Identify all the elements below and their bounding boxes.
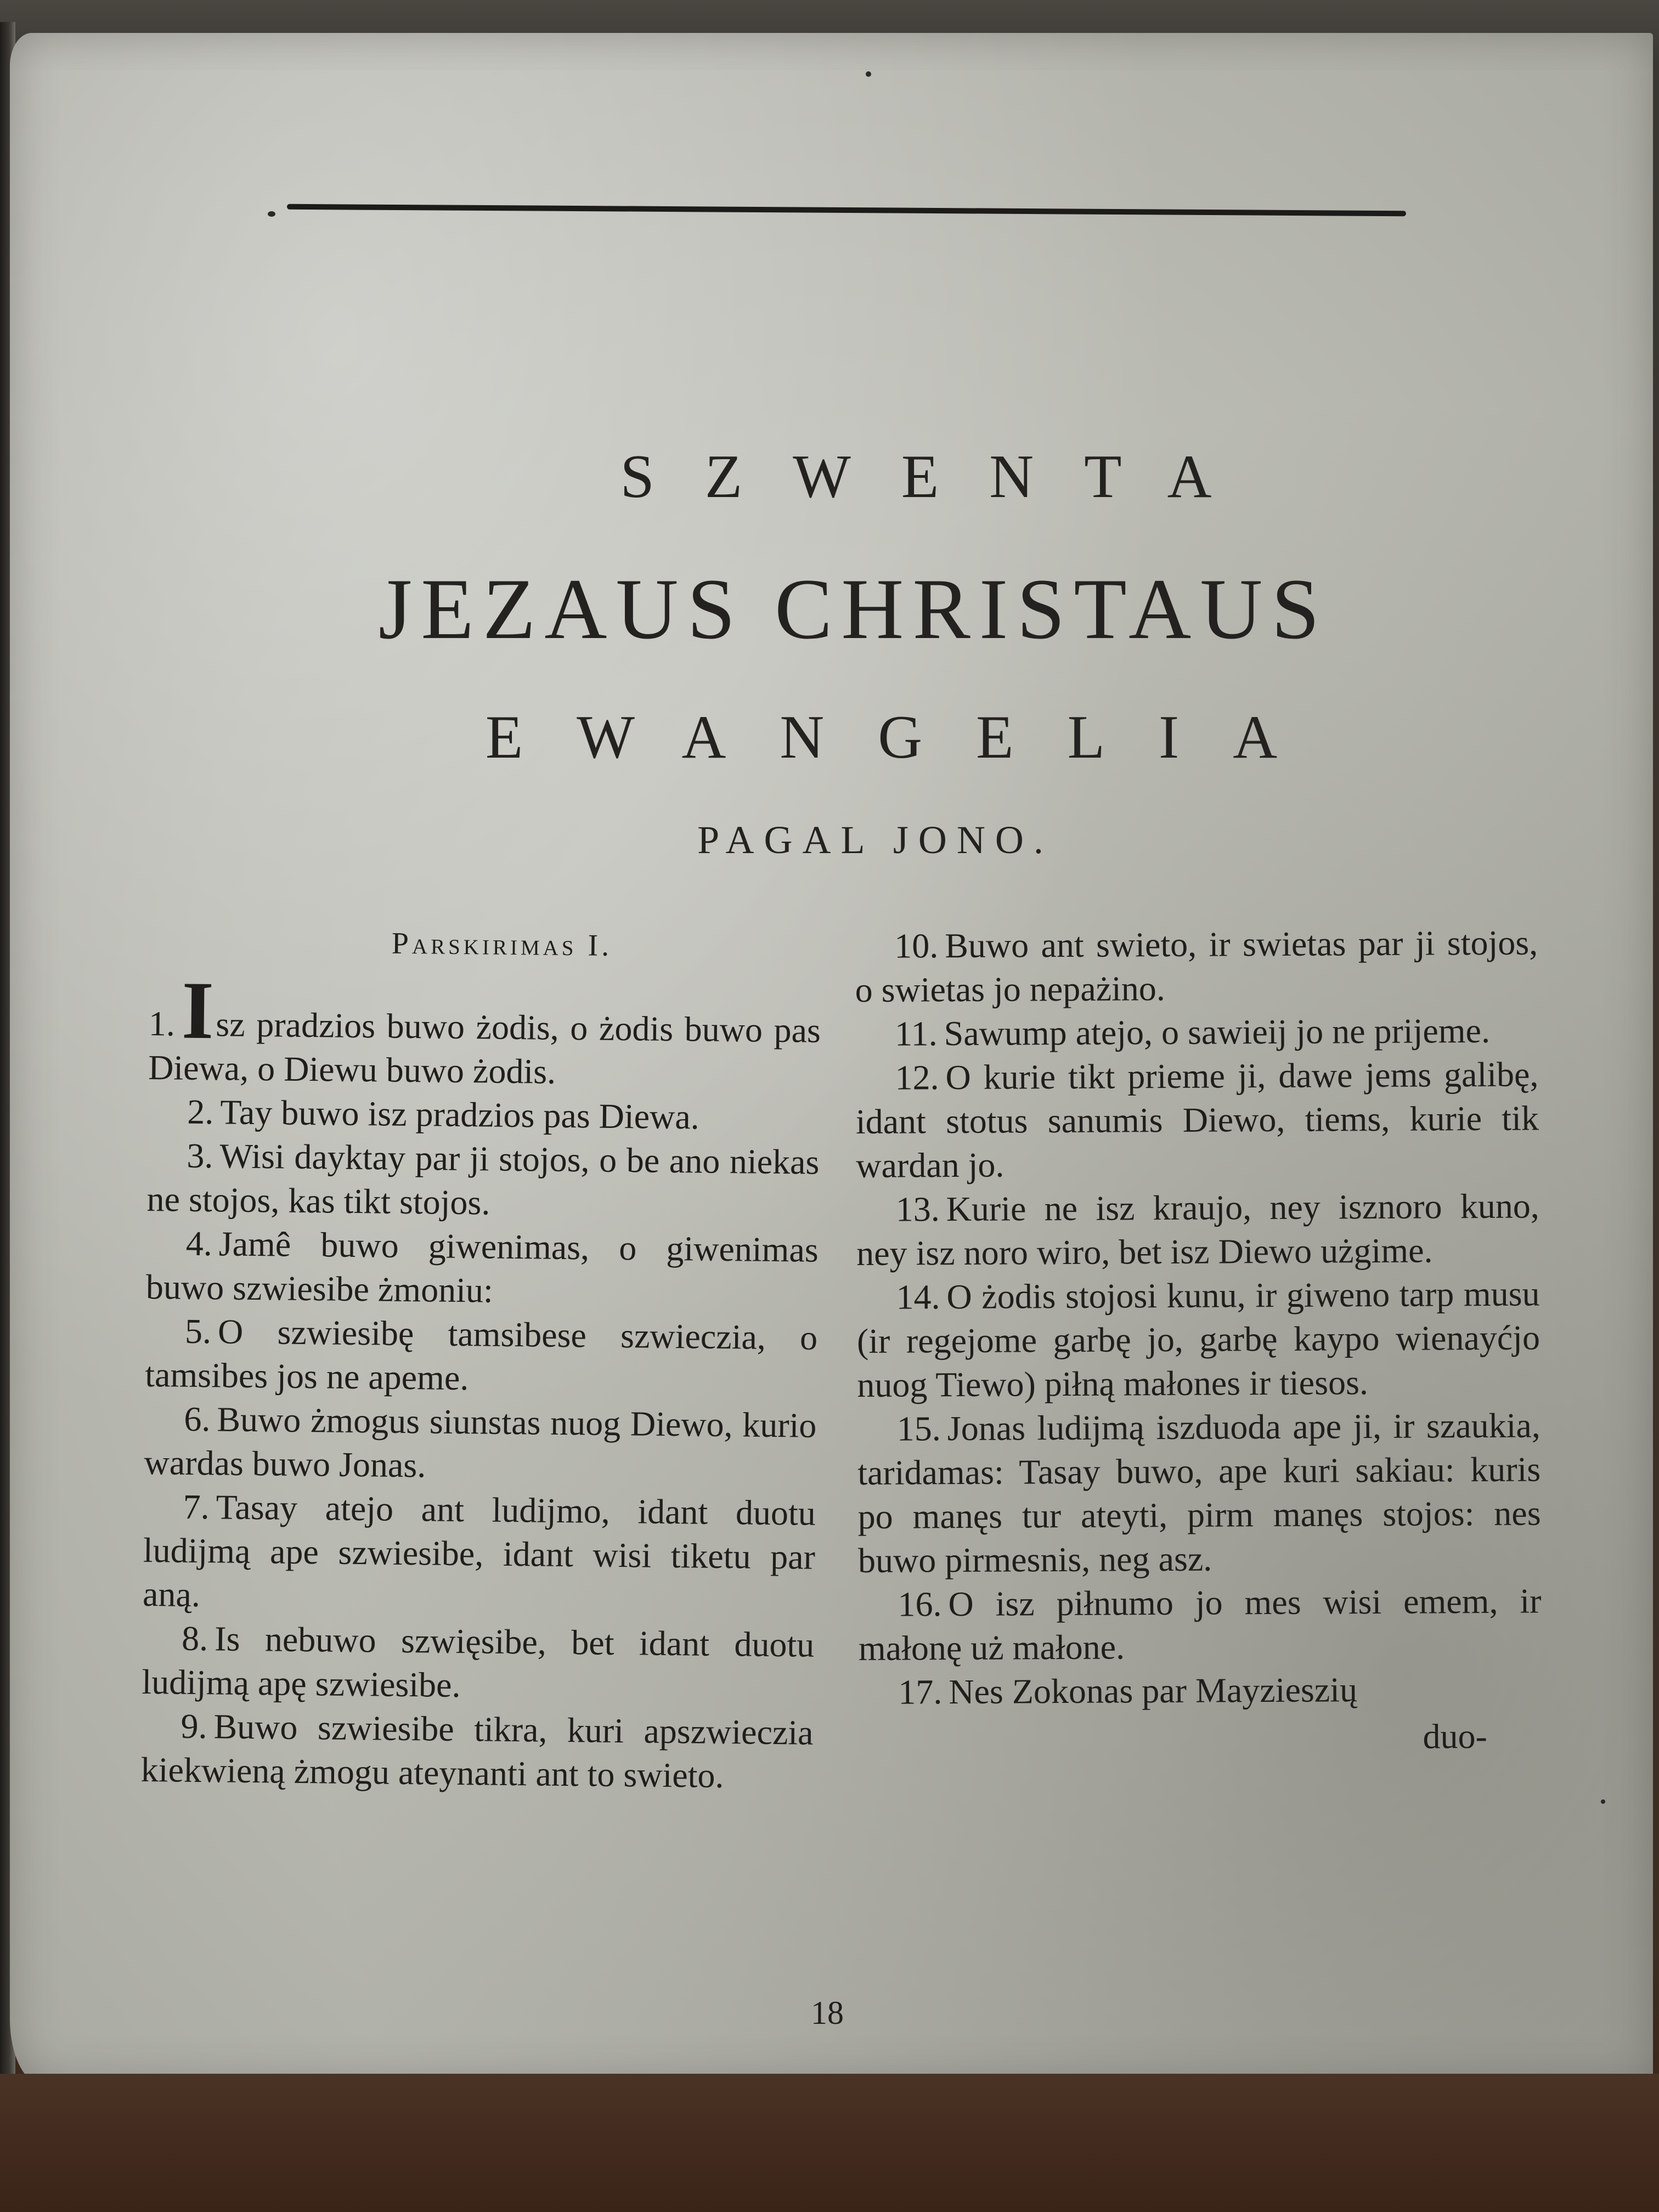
verse	[859, 1667, 1542, 1714]
header-rule	[287, 204, 1406, 216]
right-column	[855, 921, 1542, 1761]
verse-number: 6.	[184, 1399, 211, 1439]
verse-number: 16.	[898, 1584, 942, 1624]
verse	[145, 1309, 818, 1404]
verse-number: 15.	[896, 1409, 941, 1448]
verse-number: 3.	[187, 1136, 213, 1176]
page-number: 18	[811, 1995, 844, 2031]
verse-text: Nes Zokonas par Mayzieszių	[949, 1670, 1358, 1712]
verse-text: Tasay atejo ant ludijmo, idant duotu ludijmą ape szwiesibe, idant wisi tiketu par aną.	[142, 1487, 816, 1615]
verse	[856, 1184, 1540, 1276]
verse-text: Kurie ne isz kraujo, ney isznoro kuno, ney isz noro wiro, bet isz Diewo użgime.	[856, 1186, 1539, 1273]
chapter-numeral: I.	[588, 928, 613, 963]
verse-number: 5.	[184, 1311, 212, 1351]
verse-text: Jonas ludijmą iszduoda ape ji, ir szaukia, taridamas: Tasay buwo, ape kuri sakiau: kuris po manęs tur ateyti, pirm manęs stojos: nes buwo pirmesnis, neg asz.	[857, 1406, 1541, 1580]
title-line-pagal-jono: PAGAL JONO.	[697, 818, 1053, 862]
verse-text: O kurie tikt prieme ji, dawe jems galibę, idant stotus sanumis Diewo, tiems, kurie tik wardan jo.	[855, 1054, 1539, 1185]
verse-number: 8.	[181, 1618, 208, 1658]
verse	[146, 1221, 819, 1316]
verse	[855, 1008, 1538, 1056]
verse-text: O isz piłnumo jo mes wisi emem, ir małonę uż małone.	[858, 1581, 1542, 1668]
verse-number: 4.	[185, 1223, 213, 1263]
verse-text: Wisi dayktay par ji stojos, o be ano niekas ne stojos, kas tikt stojos.	[146, 1136, 820, 1222]
verse-text: Buwo szwiesibe tikra, kuri apszwieczia kiekwieną żmogu ateynanti ant to swieto.	[140, 1707, 814, 1796]
verse	[144, 1397, 817, 1492]
verse-number: 14.	[896, 1277, 940, 1317]
verse	[140, 1704, 814, 1799]
verse	[856, 1272, 1540, 1407]
verse-text: Buwo żmogus siunstas nuog Diewo, kurio wardas buwo Jonas.	[144, 1400, 817, 1485]
table-surface	[0, 2074, 1659, 2212]
verse-number: 9.	[180, 1706, 207, 1746]
verse-number: 12.	[895, 1058, 939, 1097]
paper-speck	[866, 71, 871, 77]
catchword: duo-	[1423, 1716, 1487, 1756]
verse-text: O szwiesibę tamsibese szwieczia, o tamsibes jos ne apeme.	[144, 1312, 818, 1398]
verse-text: Sawump atejo, o sawieij jo ne prijeme.	[944, 1011, 1491, 1053]
verse-text: Jamê buwo giwenimas, o giwenimas buwo szwiesibe żmoniu:	[145, 1224, 819, 1310]
verse	[142, 1616, 815, 1711]
verse-text: Buwo ant swieto, ir swietas par ji stojos, o swietas jo nepażino.	[855, 923, 1538, 1009]
verse-number: 10.	[894, 926, 939, 966]
paper-speck	[1601, 1799, 1605, 1804]
verse-number: 7.	[183, 1487, 210, 1527]
verse	[858, 1579, 1542, 1671]
verse	[855, 921, 1538, 1012]
left-column	[140, 919, 822, 1799]
verse-number: 2.	[187, 1092, 214, 1132]
verse-number: 17.	[898, 1672, 943, 1712]
verse-text: sz pradzios buwo żodis, o żodis buwo pas Diewa, o Diewu buwo żodis.	[148, 1005, 821, 1091]
verse-text: Is nebuwo szwięsibe, bet idant duotu ludijmą apę szwiesibe.	[142, 1619, 815, 1705]
verse	[143, 1485, 816, 1623]
verse	[148, 1090, 820, 1141]
verse	[855, 1052, 1539, 1188]
verse	[148, 964, 821, 1097]
title-line-szwenta: SZWENTA	[620, 443, 1262, 511]
verse-number: 13.	[895, 1189, 940, 1229]
verse	[146, 1133, 820, 1228]
title-line-ewangelia: EWANGELIA	[485, 703, 1331, 771]
verse-number: 1.	[148, 1003, 176, 1043]
drop-cap-letter: I	[181, 964, 215, 1057]
verse-text: O żodis stojosi kunu, ir giweno tarp musu (ir regejome garbę jo, garbę kaypo wienayćjo nuog Tiewo) piłną małones ir tiesos.	[856, 1274, 1541, 1404]
verse-number: 11.	[894, 1014, 938, 1053]
paper-speck	[268, 211, 275, 217]
book-page	[10, 33, 1653, 2085]
title-line-jezaus-christaus: JEZAUS CHRISTAUS	[378, 561, 1329, 657]
verse-text: Tay buwo isz pradzios pas Diewa.	[219, 1092, 700, 1137]
chapter-heading	[149, 919, 822, 970]
chapter-word: Parskirimas	[391, 926, 577, 963]
verse	[857, 1403, 1542, 1583]
